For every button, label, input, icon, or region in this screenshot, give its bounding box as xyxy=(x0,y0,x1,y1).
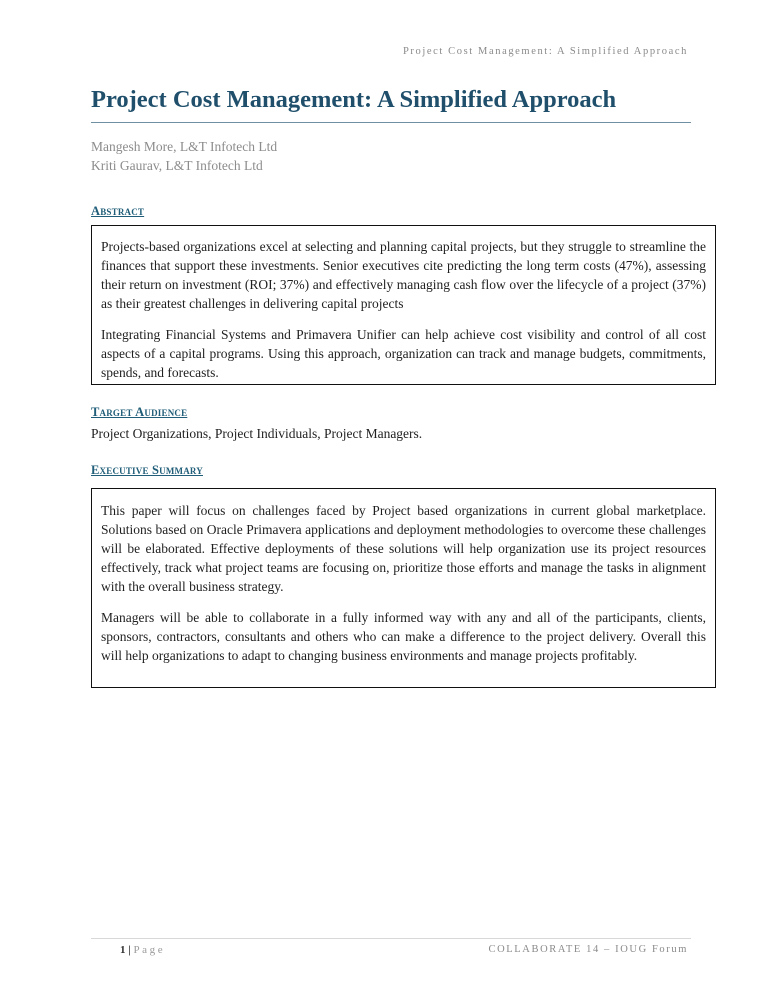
executive-summary-heading: Executive Summary xyxy=(91,463,203,477)
abstract-heading: Abstract xyxy=(91,204,145,218)
executive-summary-box xyxy=(91,488,716,688)
page-label: Page xyxy=(133,944,166,956)
target-audience-heading: Target Audience xyxy=(91,405,188,419)
executive-summary-paragraph-1: This paper will focus on challenges faced by Project based organizations in current global marketplace. Solutions based on Oracle Primavera applications and deployment methodologies to overcome these challenges will be elaborated. Effective deployments of these solutions will help organization use its project resources effectively, track what project teams are focusing on, prioritize those efforts and manage the tasks in alignment with the overall business strategy. xyxy=(101,503,706,594)
author-list xyxy=(91,137,277,175)
abstract-paragraph-2: Integrating Financial Systems and Primavera Unifier can help achieve cost visibility and control of all cost aspects of a capital programs. Using this approach, organization can track and manage budgets, commitments, spends, and forecasts. xyxy=(101,327,706,380)
page-number: 1 xyxy=(120,944,126,956)
document-title: Project Cost Management: A Simplified Approach xyxy=(91,86,617,113)
abstract-box xyxy=(91,225,716,385)
target-audience-text: Project Organizations, Project Individuals, Project Managers. xyxy=(91,426,423,441)
footer-rule xyxy=(91,938,691,939)
running-header: Project Cost Management: A Simplified Approach xyxy=(402,46,688,57)
author-1: Mangesh More, L&T Infotech Ltd xyxy=(91,139,278,154)
event-footer: COLLABORATE 14 – IOUG Forum xyxy=(488,944,688,955)
page-separator: | xyxy=(128,944,131,956)
page-indicator xyxy=(120,944,165,956)
executive-summary-paragraph-2: Managers will be able to collaborate in a fully informed way with any and all of the participants, clients, sponsors, contractors, consultants and others who can make a difference to the project delivery. Overall this will help organizations to adapt to changing business environments and manage projects profitably. xyxy=(101,610,706,663)
title-rule xyxy=(91,122,691,123)
author-2: Kriti Gaurav, L&T Infotech Ltd xyxy=(91,158,263,173)
abstract-paragraph-1: Projects-based organizations excel at selecting and planning capital projects, but they struggle to streamline the finances that support these investments. Senior executives cite predicting the long term costs (47%), assessing their return on investment (ROI; 37%) and effectively managing cash flow over the lifecycle of a project (37%) as their greatest challenges in delivering capital projects xyxy=(101,239,706,311)
